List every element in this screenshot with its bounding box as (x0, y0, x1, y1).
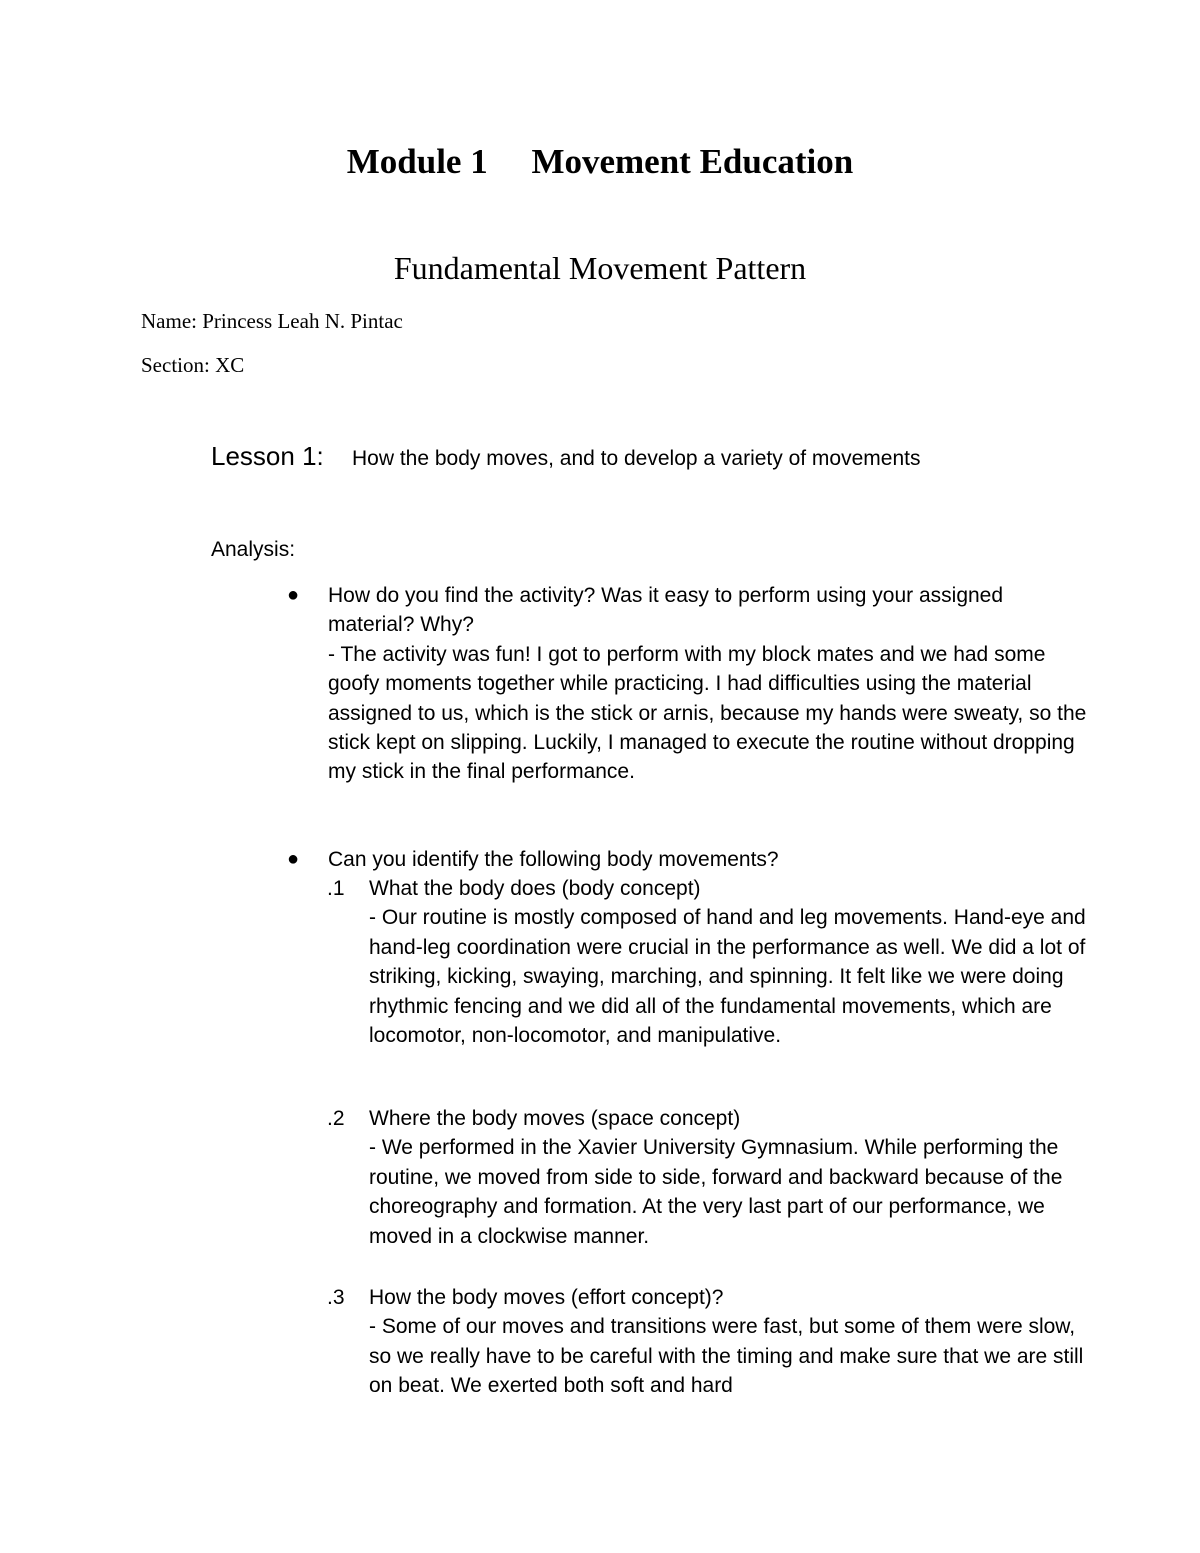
lesson-heading (211, 441, 920, 472)
sub-item-answer: - We performed in the Xavier University Gymnasium. While performing the routine, we moved from side to side, forward and backward because of the choreography and formation. At the very last part of our performance, we moved in a clockwise manner. (369, 1136, 1063, 1248)
sub-item-number: .1 (327, 877, 345, 900)
sub-item-title: Where the body moves (space concept) (369, 1107, 741, 1130)
bullet-question: Can you identify the following body movements? (328, 848, 779, 871)
sub-item-number: .3 (327, 1286, 345, 1309)
bullet-question: How do you find the activity? Was it easy to perform using your assigned material? Why? (328, 584, 1004, 637)
sub-item-body (369, 1104, 1089, 1251)
sub-item-number: .2 (327, 1107, 345, 1130)
sub-item-title: How the body moves (effort concept)? (369, 1286, 724, 1309)
sub-item-answer: - Our routine is mostly composed of hand and leg movements. Hand-eye and hand-leg coordination were crucial in the performance as well. We did a lot of striking, kicking, swaying, marching, and spinning. It felt like we were doing rhythmic fencing and we did all of the fundamental movements, which are locomotor, non-locomotor, and manipulative. (369, 906, 1086, 1048)
bullet-dot-icon: ● (287, 848, 300, 870)
module-title: Module 1 Movement Education (346, 142, 854, 181)
analysis-label: Analysis: (211, 538, 296, 561)
sub-item-body (369, 874, 1089, 1050)
sub-item-body (369, 1283, 1089, 1401)
student-section: Section: XC (141, 353, 245, 377)
lesson-label: Lesson 1: (211, 441, 324, 471)
student-name: Name: Princess Leah N. Pintac (141, 309, 403, 333)
document-subtitle: Fundamental Movement Pattern (393, 250, 807, 286)
bullet-body (328, 845, 1088, 874)
lesson-description: How the body moves, and to develop a variety of movements (352, 447, 921, 470)
bullet-body (328, 581, 1088, 787)
sub-item-title: What the body does (body concept) (369, 877, 701, 900)
bullet-answer: - The activity was fun! I got to perform with my block mates and we had some goofy moments together while practicing. I had difficulties using the material assigned to us, which is the stick or arnis, because my hands were sweaty, so the stick kept on slipping. Luckily, I managed to execute the routine without dropping my stick in the final performance. (328, 642, 1087, 784)
sub-item-answer: - Some of our moves and transitions were fast, but some of them were slow, so we really have to be careful with the timing and make sure that we are still on beat. We exerted both soft and hard (369, 1315, 1084, 1398)
bullet-dot-icon: ● (287, 584, 300, 606)
